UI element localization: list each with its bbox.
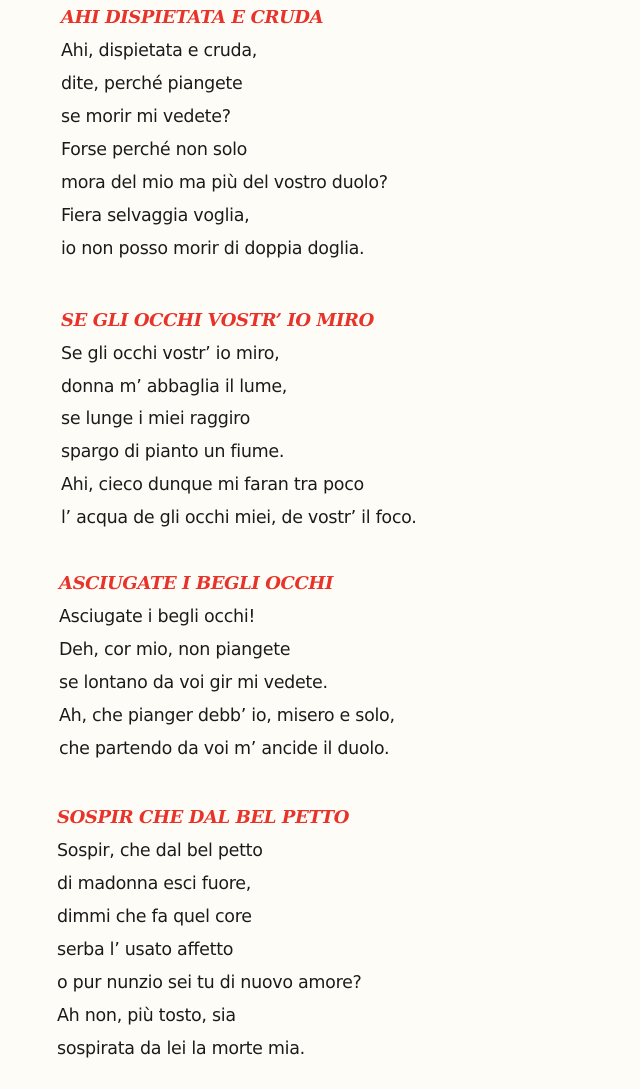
verse-line: Se gli occhi vostr’ io miro,	[61, 344, 280, 364]
verse-line: se lontano da voi gir mi vedete.	[59, 673, 328, 693]
poem-verses	[59, 601, 395, 766]
poem-se-gli-occhi-vostr-io-miro	[61, 309, 417, 534]
verse-line: spargo di pianto un fiume.	[61, 442, 285, 463]
poem-ahi-dispietata-e-cruda	[61, 6, 388, 266]
poem-title: ASCIUGATE I BEGLI OCCHI	[59, 573, 334, 594]
poem-verses	[61, 35, 388, 266]
poem-title: AHI DISPIETATA E CRUDA	[61, 7, 324, 28]
verse-line: Ahi, dispietata e cruda,	[61, 41, 258, 61]
verse-line: Deh, cor mio, non piangete	[59, 640, 291, 660]
verse-line: io non posso morir di doppia doglia.	[61, 239, 365, 259]
verse-line: dimmi che fa quel core	[57, 907, 252, 927]
verse-line: sospirata da lei la morte mia.	[57, 1039, 305, 1059]
poem-sospir-che-dal-bel-petto	[57, 806, 362, 1066]
verse-line: dite, perché piangete	[61, 74, 243, 94]
poem-title: SE GLI OCCHI VOSTR’ IO MIRO	[61, 310, 374, 331]
verse-line: donna m’ abbaglia il lume,	[61, 376, 288, 397]
verse-line: serba l’ usato affetto	[57, 940, 234, 960]
verse-line: Fiera selvaggia voglia,	[61, 206, 250, 226]
verse-line: Ah non, più tosto, sia	[57, 1006, 236, 1026]
poem-verses	[57, 835, 362, 1066]
verse-line: l’ acqua de gli occhi miei, de vostr’ il foco.	[61, 507, 417, 528]
verse-line: Ah, che pianger debb’ io, misero e solo,	[59, 706, 395, 726]
verse-line: se lunge i miei raggiro	[61, 409, 251, 430]
verse-line: o pur nunzio sei tu di nuovo amore?	[57, 973, 362, 993]
poem-asciugate-i-begli-occhi	[59, 572, 395, 766]
verse-line: se morir mi vedete?	[61, 107, 231, 127]
verse-line: Asciugate i begli occhi!	[59, 607, 256, 627]
verse-line: Sospir, che dal bel petto	[57, 841, 263, 861]
poem-title: SOSPIR CHE DAL BEL PETTO	[57, 807, 350, 828]
poem-verses	[61, 338, 417, 534]
verse-line: di madonna esci fuore,	[57, 874, 252, 894]
verse-line: Forse perché non solo	[61, 140, 248, 160]
verse-line: mora del mio ma più del vostro duolo?	[61, 173, 388, 193]
verse-line: che partendo da voi m’ ancide il duolo.	[59, 739, 390, 759]
verse-line: Ahi, cieco dunque mi faran tra poco	[61, 474, 364, 495]
